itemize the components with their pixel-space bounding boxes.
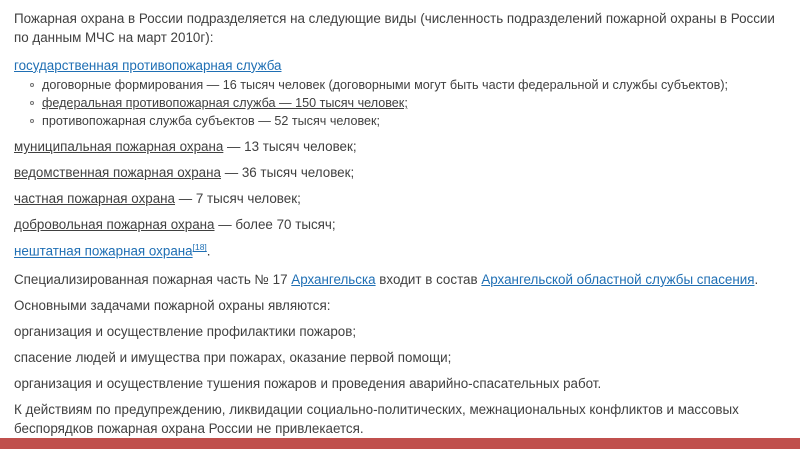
link-private-fire-guard[interactable]: частная пожарная охрана [14, 191, 176, 207]
intro-paragraph: Пожарная охрана в России подразделяется на следующие виды (численность подразделений пожарной охраны в России по данным МЧС на март 2010г): [14, 11, 775, 46]
closing-paragraph: К действиям по предупреждению, ликвидации социально-политических, межнациональных конфликтов и массовых беспорядков пожарная охрана России не привлекается. [14, 402, 739, 437]
slide-content [14, 9, 786, 442]
list-item-suffix: . [206, 243, 211, 259]
accent-bottom-bar [0, 438, 800, 449]
task-item: спасение людей и имущества при пожарах, оказание первой помощи; [14, 350, 452, 365]
list-item: договорные формирования — 16 тысяч человек (договорными могут быть части федеральной и службы субъектов); [28, 77, 786, 94]
tasks-intro: Основными задачами пожарной охраны являются: [14, 297, 331, 313]
special-middle: входит в состав [375, 271, 482, 287]
list-item: противопожарная служба субъектов — 52 тысяч человек; [28, 113, 786, 130]
link-state-fire-service[interactable]: государственная противопожарная служба [14, 57, 282, 73]
list-item [14, 241, 786, 261]
link-departmental-fire-guard[interactable]: ведомственная пожарная охрана [14, 165, 221, 181]
link-nonstaff-fire-guard[interactable]: нештатная пожарная охрана [14, 243, 193, 259]
sublist-state-fire-service [14, 77, 786, 130]
list-item [14, 215, 786, 234]
list-item [14, 163, 786, 182]
reference-marker[interactable]: [18] [192, 242, 207, 253]
list-item-suffix: — 36 тысяч человек; [220, 165, 355, 181]
list-item: федеральная противопожарная служба — 150 тысяч человек; [28, 95, 786, 112]
list-item [14, 189, 786, 208]
list-item [14, 56, 786, 75]
task-item: организация и осуществление тушения пожаров и проведения аварийно-спасательных работ. [14, 376, 602, 392]
task-item: организация и осуществление профилактики пожаров; [14, 323, 357, 339]
special-fire-part-paragraph [14, 270, 786, 289]
list-item [14, 137, 786, 156]
list-item-suffix: — 7 тысяч человек; [175, 191, 301, 207]
list-item-suffix: — 13 тысяч человек; [223, 139, 357, 155]
link-municipal-fire-guard[interactable]: муниципальная пожарная охрана [14, 139, 224, 155]
special-prefix: Специализированная пожарная часть № 17 [14, 271, 292, 287]
link-arkhangelsk-rescue-service[interactable]: Архангельской областной службы спасения [481, 271, 755, 287]
special-suffix: . [754, 271, 759, 287]
list-item-suffix: — более 70 тысяч; [214, 217, 336, 233]
link-arkhangelsk[interactable]: Архангельска [291, 271, 376, 287]
link-volunteer-fire-guard[interactable]: добровольная пожарная охрана [14, 217, 215, 233]
